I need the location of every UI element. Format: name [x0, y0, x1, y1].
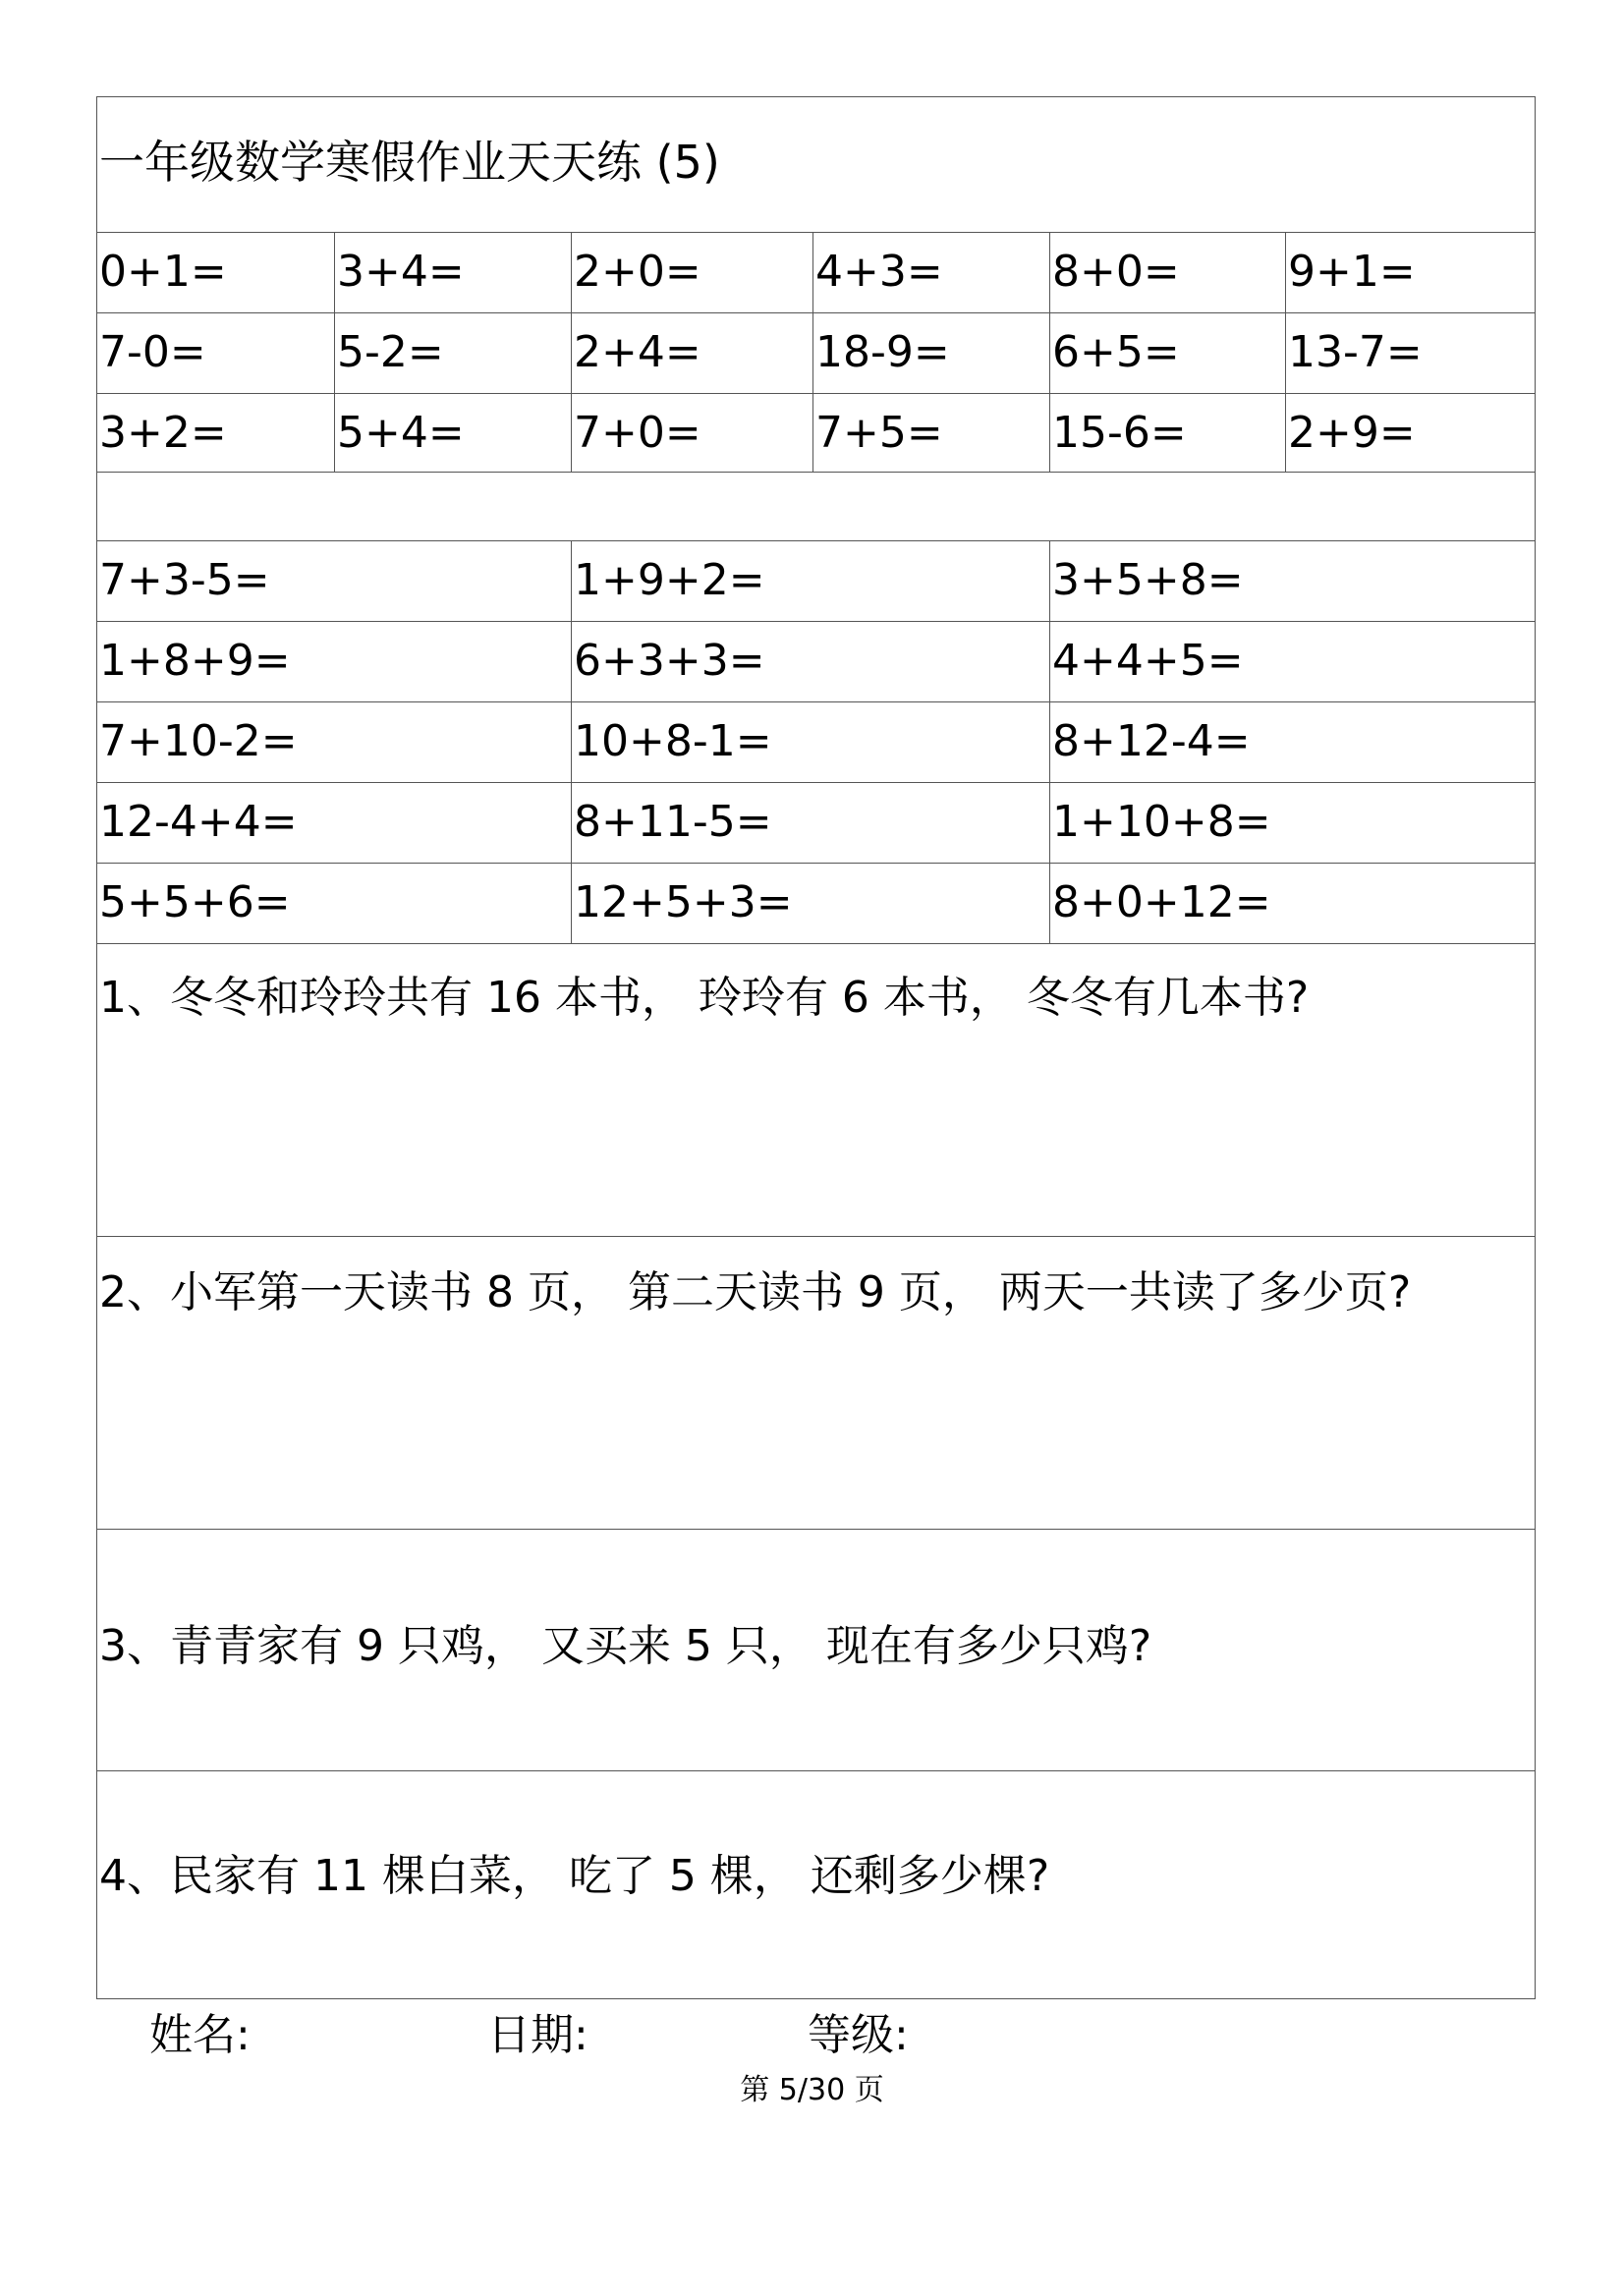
- equation-cell: 6+5=: [1050, 313, 1286, 393]
- name-label: 姓名:: [149, 2010, 251, 2060]
- equation-cell: 8+12-4=: [1052, 716, 1251, 766]
- equation-cell: 12+5+3=: [572, 864, 1050, 943]
- equation-cell: 7+5=: [813, 394, 1050, 472]
- equation-cell: 8+0+12=: [1052, 877, 1271, 927]
- equation-cell: 12-4+4=: [97, 783, 572, 863]
- grid3-row: [97, 864, 1535, 944]
- worksheet-title: 一年级数学寒假作业天天练 (5): [99, 136, 720, 189]
- word-problem-row: [97, 1771, 1535, 2000]
- page-number: 第 5/30 页: [740, 2073, 884, 2107]
- title-row: [97, 97, 1535, 233]
- word-problem-4: 4、民家有 11 棵白菜， 吃了 5 棵， 还剩多少棵?: [99, 1851, 1050, 1901]
- equation-cell: 1+9+2=: [572, 541, 1050, 621]
- word-problem-row: [97, 944, 1535, 1237]
- equation-cell: 3+5+8=: [1052, 555, 1244, 605]
- equation-cell: 4+4+5=: [1052, 636, 1244, 686]
- word-problem-1: 1、冬冬和玲玲共有 16 本书， 玲玲有 6 本书， 冬冬有几本书?: [99, 973, 1310, 1023]
- equation-cell: 5+4=: [335, 394, 572, 472]
- equation-cell: 8+0=: [1050, 233, 1286, 312]
- date-label: 日期:: [487, 2010, 588, 2060]
- equation-cell: 4+3=: [813, 233, 1050, 312]
- word-problem-2: 2、小军第一天读书 8 页， 第二天读书 9 页， 两天一共读了多少页?: [99, 1267, 1412, 1317]
- grid6-row: [97, 394, 1535, 473]
- equation-cell: 8+11-5=: [572, 783, 1050, 863]
- grid3-row: [97, 541, 1535, 622]
- equation-cell: 1+10+8=: [1052, 797, 1271, 847]
- grid6-row: [97, 233, 1535, 313]
- equation-cell: 18-9=: [813, 313, 1050, 393]
- equation-cell: 2+9=: [1288, 408, 1416, 458]
- equation-cell: 15-6=: [1050, 394, 1286, 472]
- equation-cell: 13-7=: [1288, 327, 1423, 377]
- equation-cell: 7+10-2=: [97, 702, 572, 782]
- equation-cell: 1+8+9=: [97, 622, 572, 701]
- grid6-row: [97, 313, 1535, 394]
- spacer-row: [97, 473, 1535, 541]
- equation-cell: 5-2=: [335, 313, 572, 393]
- grid3-row: [97, 702, 1535, 783]
- equation-cell: 5+5+6=: [97, 864, 572, 943]
- equation-cell: 2+4=: [572, 313, 813, 393]
- equation-cell: 0+1=: [97, 233, 335, 312]
- equation-cell: 9+1=: [1288, 247, 1416, 297]
- equation-cell: 7+3-5=: [97, 541, 572, 621]
- equation-cell: 7-0=: [97, 313, 335, 393]
- equation-cell: 6+3+3=: [572, 622, 1050, 701]
- grid3-row: [97, 622, 1535, 702]
- word-problem-row: [97, 1237, 1535, 1530]
- grid3-row: [97, 783, 1535, 864]
- word-problem-3: 3、青青家有 9 只鸡， 又买来 5 只， 现在有多少只鸡?: [99, 1621, 1152, 1671]
- equation-cell: 3+2=: [97, 394, 335, 472]
- word-problem-row: [97, 1530, 1535, 1771]
- equation-cell: 2+0=: [572, 233, 813, 312]
- equation-cell: 10+8-1=: [572, 702, 1050, 782]
- equation-cell: 3+4=: [335, 233, 572, 312]
- grade-label: 等级:: [808, 2010, 909, 2060]
- worksheet-table: [96, 96, 1536, 1999]
- equation-cell: 7+0=: [572, 394, 813, 472]
